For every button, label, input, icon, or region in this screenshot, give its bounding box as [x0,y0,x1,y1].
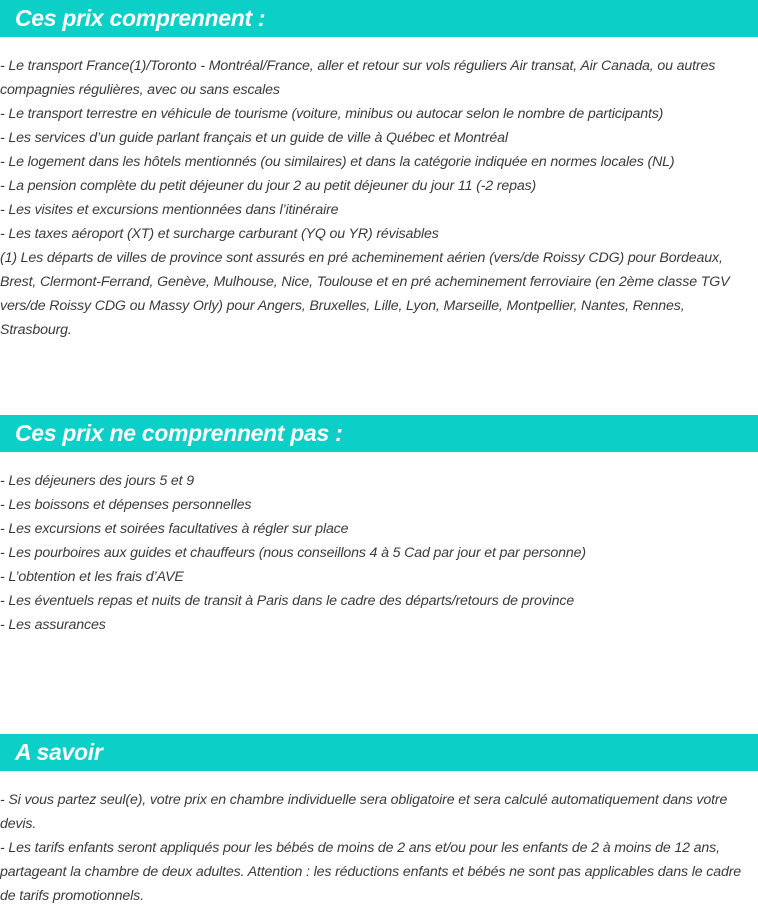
list-item: - Les boissons et dépenses personnelles [0,497,252,513]
list-item: - Les assurances [0,617,106,633]
footnote: (1) Les départs de villes de province sont assurés en pré acheminement aérien (vers/de Roissy CDG) pour Bordeaux, Brest, Clermont-Ferrand, Genève, Mulhouse, Nice, Toulouse et en pré acheminement ferroviaire (en 2ème classe TGV vers/de Roissy CDG ou Massy Orly) pour Angers, Bruxelles, Lille, Lyon, Marseille, Montpellier, Nantes, Rennes, Strasbourg. [0,250,730,338]
section-title-not-included: Ces prix ne comprennent pas : [0,415,758,452]
list-item: - Le logement dans les hôtels mentionnés (ou similaires) et dans la catégorie indiquée en normes locales (NL) [0,154,675,170]
list-item: - Les visites et excursions mentionnées dans l’itinéraire [0,202,339,218]
list-item: - Le transport France(1)/Toronto - Montréal/France, aller et retour sur vols réguliers Air transat, Air Canada, ou autres compagnies régulières, avec ou sans escales [0,58,716,98]
good-to-know-list [0,788,756,908]
list-item: - L’obtention et les frais d’AVE [0,569,184,585]
not-included-list [0,469,756,637]
section-title-included: Ces prix comprennent : [0,0,758,37]
list-item: - Les excursions et soirées facultatives à régler sur place [0,521,349,537]
section-title-good-to-know: A savoir [0,734,758,771]
list-item: - Les éventuels repas et nuits de transit à Paris dans le cadre des départs/retours de province [0,593,575,609]
list-item: - Le transport terrestre en véhicule de tourisme (voiture, minibus ou autocar selon le nombre de participants) [0,106,664,122]
list-item: - Les tarifs enfants seront appliqués pour les bébés de moins de 2 ans et/ou pour les enfants de 2 à moins de 12 ans, partageant la chambre de deux adultes. Attention : les réductions enfants et bébés ne sont pas applicables dans le cadre de tarifs promotionnels. [0,840,742,904]
list-item: - Les services d’un guide parlant français et un guide de ville à Québec et Montréal [0,130,508,146]
list-item: - Les taxes aéroport (XT) et surcharge carburant (YQ ou YR) révisables [0,226,439,242]
included-list [0,54,756,342]
list-item: - Les pourboires aux guides et chauffeurs (nous conseillons 4 à 5 Cad par jour et par personne) [0,545,586,561]
list-item: - La pension complète du petit déjeuner du jour 2 au petit déjeuner du jour 11 (-2 repas) [0,178,537,194]
list-item: - Les déjeuners des jours 5 et 9 [0,473,194,489]
list-item: - Si vous partez seul(e), votre prix en chambre individuelle sera obligatoire et sera calculé automatiquement dans votre devis. [0,792,728,832]
